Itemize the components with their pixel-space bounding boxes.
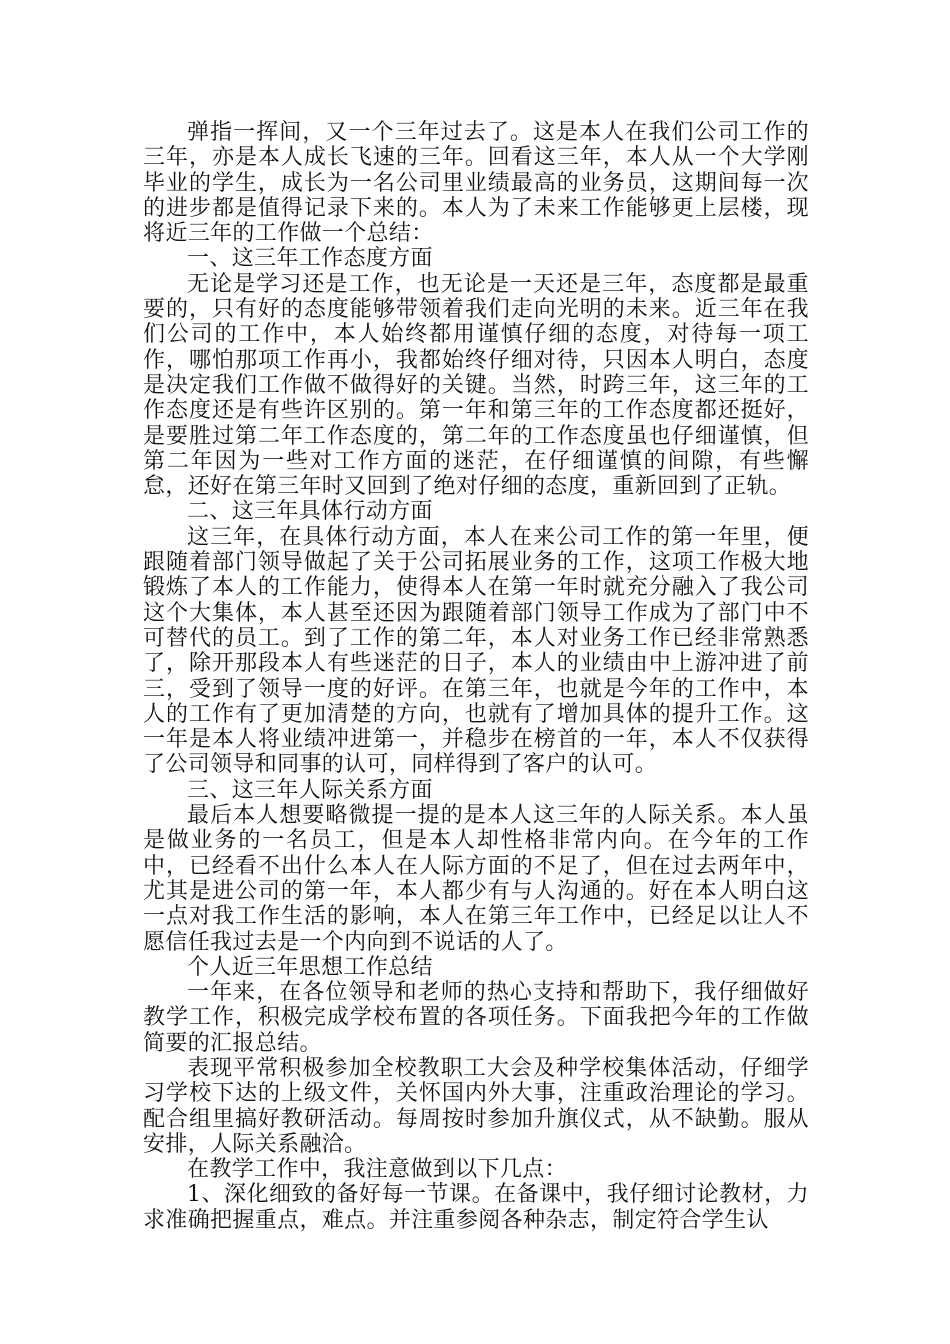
actions-paragraph: 这三年，在具体行动方面，本人在来公司工作的第一年里，便跟随着部门领导做起了关于公司拓展业务的工作，这项工作极大地锻炼了本人的工作能力，使得本人在第一年时就充分融入了我公司这个大集体，本人甚至还因为跟随着部门领导工作成为了部门中不可替代的员工。到了工作的第二年，本人对业务工作已经非常熟悉了，除开那段本人有些迷茫的日子，本人的业绩由中上游冲进了前三，受到了领导一度的好评。在第三年，也就是今年的工作中，本人的工作有了更加清楚的方向，也就有了增加具体的提升工作。这一年是本人将业绩冲进第一，并稳步在榜首的一年，本人不仅获得了公司领导和同事的认可，同样得到了客户的认可。 — [143, 524, 809, 778]
relationships-paragraph: 最后本人想要略微提一提的是本人这三年的人际关系。本人虽是做业务的一名员工，但是本人却性格非常内向。在今年的工作中，已经看不出什么本人在人际方面的不足了，但在过去两年中，尤其是进公司的第一年，本人都少有与人沟通的。好在本人明白这一点对我工作生活的影响，本人在第三年工作中，已经足以让人不愿信任我过去是一个内向到不说话的人了。 — [143, 803, 809, 955]
teaching-intro-paragraph: 在教学工作中，我注意做到以下几点： — [187, 1157, 567, 1183]
performance-paragraph: 表现平常积极参加全校教职工大会及种学校集体活动，仔细学习学校下达的上级文件，关怀国内外大事，注重政治理论的学习。配合组里搞好教研活动。每周按时参加升旗仪式，从不缺勤。服从安排，人际关系融洽。 — [143, 1055, 809, 1157]
section-heading-actions: 二、这三年具体行动方面 — [187, 499, 433, 525]
intro-paragraph: 弹指一挥间，又一个三年过去了。这是本人在我们公司工作的三年，亦是本人成长飞速的三年。回看这三年，本人从一个大学刚毕业的学生，成长为一名公司里业绩最高的业务员，这期间每一次的进步都是值得记录下来的。本人为了未来工作能够更上层楼，现将近三年的工作做一个总结： — [143, 120, 809, 247]
summary-title: 个人近三年思想工作总结 — [187, 954, 433, 980]
document-body — [143, 120, 809, 1233]
lesson-prep-paragraph: 1、深化细致的备好每一节课。在备课中，我仔细讨论教材，力求准确把握重点，难点。并注重参阅各种杂志，制定符合学生认 — [143, 1182, 809, 1233]
section-heading-attitude: 一、这三年工作态度方面 — [187, 246, 433, 272]
attitude-paragraph: 无论是学习还是工作，也无论是一天还是三年，态度都是最重要的，只有好的态度能够带领着我们走向光明的未来。近三年在我们公司的工作中，本人始终都用谨慎仔细的态度，对待每一项工作，哪怕那项工作再小，我都始终仔细对待，只因本人明白，态度是决定我们工作做不做得好的关键。当然，时跨三年，这三年的工作态度还是有些许区别的。第一年和第三年的工作态度都还挺好，是要胜过第二年工作态度的，第二年的工作态度虽也仔细谨慎，但第二年因为一些对工作方面的迷茫，在仔细谨慎的间隙，有些懈怠，还好在第三年时又回到了绝对仔细的态度，重新回到了正轨。 — [143, 271, 809, 500]
summary-intro-paragraph: 一年来，在各位领导和老师的热心支持和帮助下，我仔细做好教学工作，积极完成学校布置的各项任务。下面我把今年的工作做简要的汇报总结。 — [143, 980, 809, 1056]
section-heading-relationships: 三、这三年人际关系方面 — [187, 777, 433, 803]
